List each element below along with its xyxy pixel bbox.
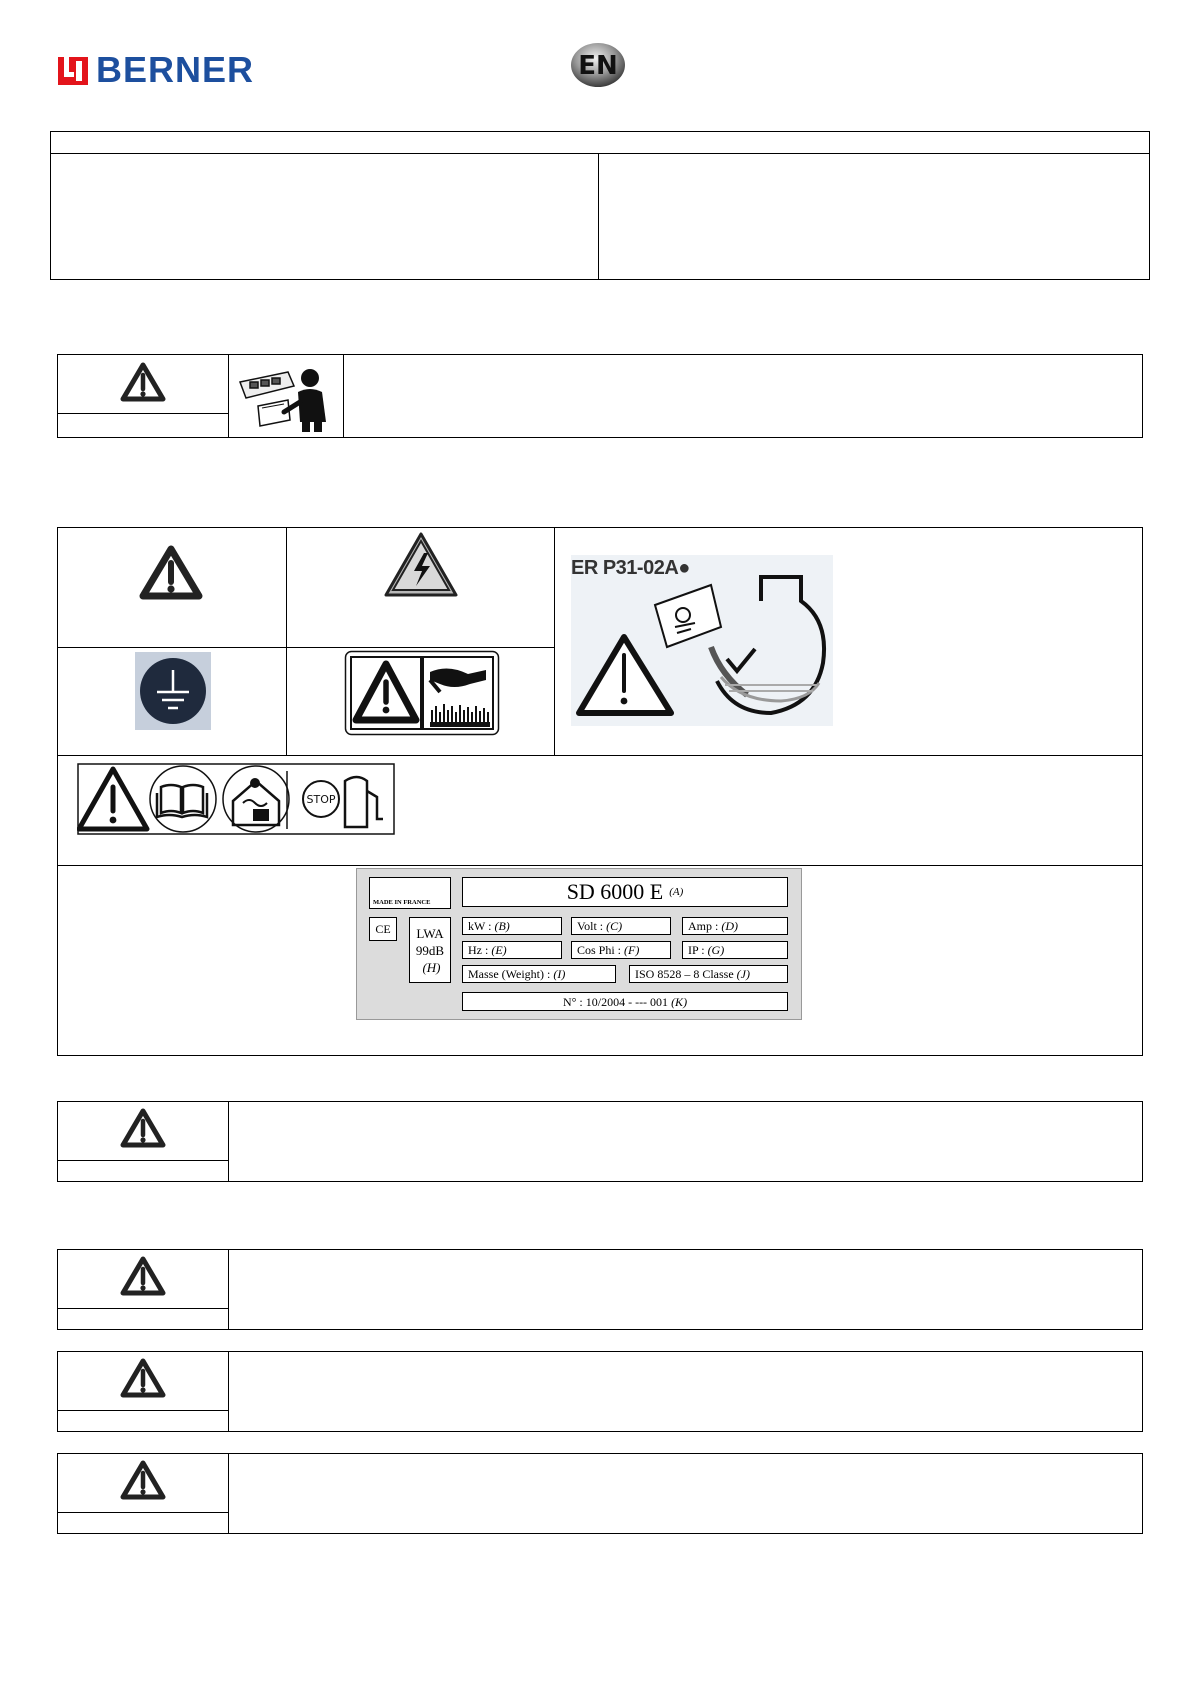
divider: [57, 647, 554, 648]
read-manual-person-icon: [236, 362, 340, 434]
divider: [228, 1249, 229, 1330]
warning-box-3: [57, 1249, 1143, 1330]
top-table-header-line: [50, 153, 1150, 154]
kw-label: kW :: [468, 919, 492, 933]
divider: [228, 1351, 229, 1432]
cosphi-label: Cos Phi :: [577, 943, 622, 957]
mass-label: Masse (Weight) :: [468, 967, 551, 981]
cosphi-cell: [571, 941, 671, 959]
hot-surface-icon: [344, 650, 500, 736]
top-table-divider: [598, 153, 599, 280]
berner-logo: [58, 50, 258, 90]
hz-label: Hz :: [468, 943, 489, 957]
hz-code: (E): [491, 943, 507, 957]
amp-code: (D): [721, 919, 739, 933]
divider: [228, 354, 229, 438]
stop-icon: STOP: [306, 793, 336, 806]
language-badge-text: EN: [578, 51, 618, 81]
model-code: (A): [669, 885, 684, 898]
ce-mark: CE: [369, 917, 397, 941]
divider: [57, 1410, 228, 1411]
divider: [57, 755, 1143, 756]
divider: [57, 1308, 228, 1309]
hz-cell: [462, 941, 562, 959]
amp-cell: [682, 917, 788, 935]
made-in-label: MADE IN FRANCE: [369, 877, 451, 909]
model-name-cell: [462, 877, 788, 907]
model-name: SD 6000 E: [566, 879, 664, 904]
cosphi-code: (F): [624, 943, 640, 957]
divider: [57, 1160, 228, 1161]
rating-plate: [356, 868, 802, 1020]
kw-code: (B): [494, 919, 510, 933]
oil-check-icon: [571, 555, 833, 726]
divider: [343, 354, 344, 438]
mass-code: (I): [553, 967, 566, 981]
warning-box-5: [57, 1453, 1143, 1534]
serial-cell: [462, 992, 788, 1011]
warning-triangle-icon: [120, 1256, 166, 1296]
divider: [57, 865, 1143, 866]
kw-cell: [462, 917, 562, 935]
warning-box-2: [57, 1101, 1143, 1182]
divider: [57, 1512, 228, 1513]
iso-code: (J): [736, 967, 750, 981]
warning-box-read-manual: [57, 354, 1143, 438]
lwa-code: (H): [422, 959, 441, 975]
iso-cell: [629, 965, 788, 983]
volt-cell: [571, 917, 671, 935]
ip-cell: [682, 941, 788, 959]
general-danger-icon: [138, 544, 204, 602]
lwa-label: LWA: [416, 925, 444, 941]
language-badge: [570, 42, 626, 88]
oil-level-label: [571, 555, 833, 726]
divider: [286, 527, 287, 755]
warning-triangle-icon: [120, 1358, 166, 1398]
volt-code: (C): [606, 919, 623, 933]
ip-label: IP :: [688, 943, 705, 957]
serial-label: N° : 10/2004 - --- 001: [562, 994, 669, 1009]
earth-ground-icon: [135, 652, 211, 730]
oil-label-code: ER P31-02A●: [571, 557, 690, 579]
divider: [554, 527, 555, 755]
divider: [57, 413, 228, 414]
warning-box-4: [57, 1351, 1143, 1432]
combined-warning-strip: [77, 763, 395, 835]
lwa-value: 99dB: [415, 942, 445, 958]
berner-logo-icon: [58, 55, 88, 85]
serial-code: (K): [671, 994, 688, 1009]
warning-triangle-icon: [120, 362, 166, 402]
ip-code: (G): [707, 943, 725, 957]
mass-cell: [462, 965, 616, 983]
iso-label: ISO 8528 – 8 Classe: [635, 967, 734, 981]
volt-label: Volt :: [577, 919, 604, 933]
earth-ground-panel: [135, 652, 211, 730]
warning-triangle-icon: [120, 1460, 166, 1500]
sound-power-cell: [409, 917, 451, 983]
amp-label: Amp :: [688, 919, 719, 933]
divider: [228, 1453, 229, 1534]
logo-text: BERNER: [96, 49, 255, 90]
divider: [228, 1101, 229, 1182]
warning-triangle-icon: [120, 1108, 166, 1148]
electrical-hazard-icon: [383, 531, 459, 599]
